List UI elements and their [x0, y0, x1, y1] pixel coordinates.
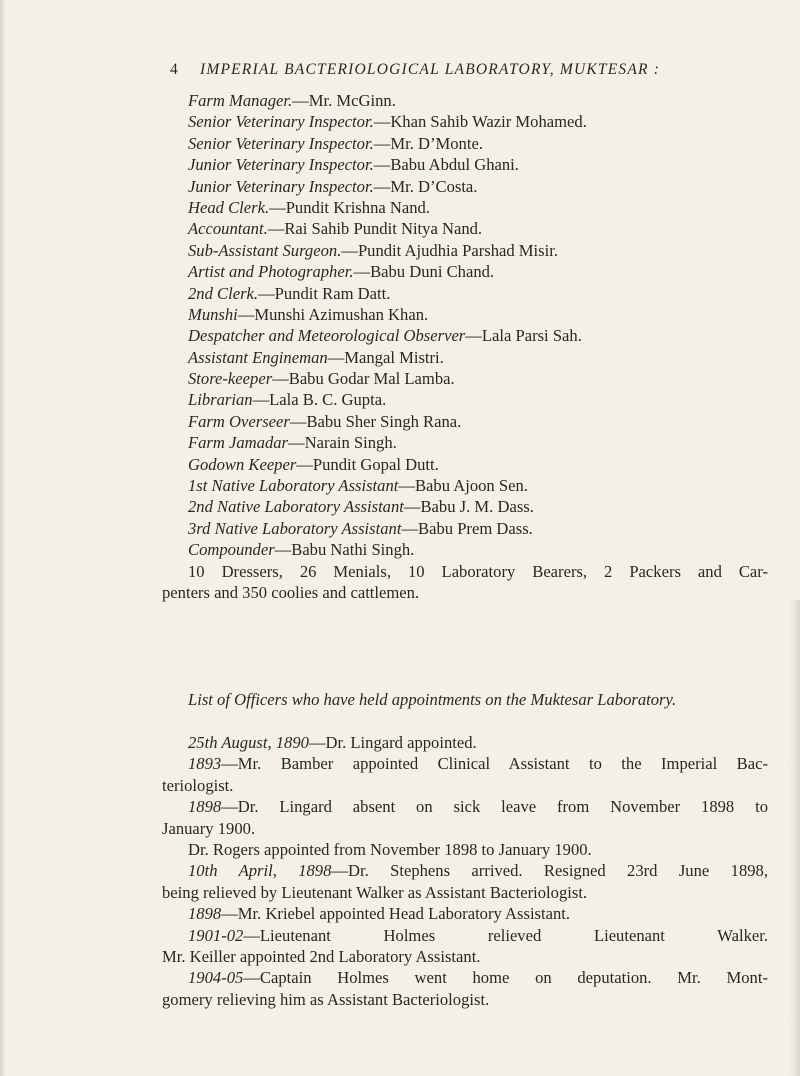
- page-spine-shadow: [0, 0, 6, 1076]
- staff-role: Artist and Photographer.: [188, 262, 354, 282]
- staff-line: [188, 218, 768, 239]
- entry-continuation: teriologist.: [162, 775, 234, 795]
- staff-name: —Babu Prem Dass.: [401, 518, 533, 538]
- appointment-entry: [162, 732, 768, 753]
- staff-role: Junior Veterinary Inspector.: [188, 155, 374, 175]
- staff-line: [188, 454, 768, 475]
- appointment-entry: [162, 796, 768, 839]
- entry-first-line: [162, 903, 768, 924]
- appointment-entry: [162, 903, 768, 924]
- staff-list: [162, 90, 768, 603]
- staff-line: [188, 90, 768, 111]
- entry-text: —Mr. Bamber appointed Clinical Assistant to the Imperial Bac-: [221, 754, 768, 774]
- staff-role: Head Clerk.: [188, 197, 270, 217]
- staff-name: —Mangal Mistri.: [327, 347, 444, 367]
- entry-text: —Dr. Lingard appointed.: [308, 733, 477, 752]
- staff-line: [188, 304, 768, 325]
- staff-name: —Rai Sahib Pundit Nitya Nand.: [267, 219, 483, 239]
- staff-note-line1: 10 Dressers, 26 Menials, 10 Laboratory Bearers, 2 Packers and Car-: [188, 561, 768, 581]
- staff-name: —Lala Parsi Sah.: [465, 326, 582, 346]
- appointment-entry: [162, 753, 768, 796]
- staff-line: [188, 368, 768, 389]
- staff-role: Farm Overseer: [188, 411, 290, 431]
- appointments-list: [162, 732, 768, 1010]
- entry-first-line: [162, 860, 768, 881]
- entry-first-line: [162, 839, 768, 860]
- staff-role: Compounder: [188, 540, 275, 560]
- staff-name: —Pundit Ram Datt.: [258, 283, 391, 303]
- staff-name: —Pundit Ajudhia Parshad Misir.: [341, 240, 558, 260]
- staff-name: —Khan Sahib Wazir Mohamed.: [373, 112, 587, 132]
- entry-date: 1901-02: [188, 925, 244, 945]
- page-number: 4: [170, 61, 179, 78]
- appointment-entry: [162, 925, 768, 968]
- staff-line: [188, 518, 768, 539]
- entry-continuation: being relieved by Lieutenant Walker as Assistant Bacteriologist.: [162, 882, 588, 902]
- staff-name: —Mr. D’Monte.: [373, 133, 483, 153]
- staff-line: [188, 347, 768, 368]
- staff-role: Accountant.: [188, 219, 268, 239]
- staff-role: Munshi: [188, 304, 238, 324]
- entry-first-line: [162, 796, 768, 817]
- entry-first-line: [162, 753, 768, 774]
- staff-role: Store-keeper: [188, 369, 273, 389]
- entry-continuation: January 1900.: [162, 818, 256, 838]
- entry-text: —Dr. Stephens arrived. Resigned 23rd June 1898,: [331, 861, 768, 881]
- entry-date: 1898: [188, 904, 222, 924]
- staff-line: [188, 325, 768, 346]
- staff-role: 2nd Clerk.: [188, 283, 259, 303]
- staff-line: [188, 111, 768, 132]
- page-edge-shadow: [790, 600, 800, 1076]
- staff-role: Sub-Assistant Surgeon.: [188, 240, 342, 260]
- entry-date: 25th August, 1890: [188, 733, 309, 752]
- appointment-entry: [162, 860, 768, 903]
- staff-name: —Munshi Azimushan Khan.: [237, 304, 429, 324]
- entry-first-line: [162, 925, 768, 946]
- entry-continuation: gomery relieving him as Assistant Bacteriologist.: [162, 989, 490, 1009]
- staff-role: Farm Manager.: [188, 91, 293, 110]
- entry-date: 1893: [188, 754, 222, 774]
- appointment-entry: [162, 967, 768, 1010]
- entry-text: —Captain Holmes went home on deputation. Mr. Mont-: [243, 968, 768, 988]
- staff-name: —Babu Sher Singh Rana.: [289, 411, 462, 431]
- staff-line: [188, 432, 768, 453]
- staff-line: [188, 496, 768, 517]
- staff-line: [188, 389, 768, 410]
- staff-role: 1st Native Laboratory Assistant: [188, 476, 399, 496]
- staff-name: —Babu Duni Chand.: [353, 262, 495, 282]
- staff-role: Senior Veterinary Inspector.: [188, 112, 374, 132]
- staff-name: —Pundit Gopal Dutt.: [296, 454, 439, 474]
- entry-continuation: Mr. Keiller appointed 2nd Laboratory Assistant.: [162, 947, 481, 967]
- staff-role: 2nd Native Laboratory Assistant: [188, 497, 404, 517]
- entry-text: —Lieutenant Holmes relieved Lieutenant Walker.: [243, 925, 768, 945]
- entry-date: 1898: [188, 797, 222, 817]
- staff-note-line2: penters and 350 coolies and cattlemen.: [162, 583, 420, 602]
- staff-line: [188, 539, 768, 560]
- staff-line: [188, 176, 768, 197]
- staff-line: [188, 133, 768, 154]
- staff-line: [188, 475, 768, 496]
- staff-role: Godown Keeper: [188, 454, 297, 474]
- staff-name: —Lala B. C. Gupta.: [252, 390, 387, 410]
- staff-name: —Babu Abdul Ghani.: [373, 155, 519, 175]
- entry-first-line: [162, 967, 768, 988]
- appointment-entry: [162, 839, 768, 860]
- staff-role: Farm Jamadar: [188, 433, 289, 453]
- staff-role: Librarian: [188, 390, 253, 410]
- entry-text: —Dr. Lingard absent on sick leave from November 1898 to: [221, 797, 768, 817]
- staff-name: —Mr. McGinn.: [292, 91, 396, 110]
- staff-line: [188, 197, 768, 218]
- staff-role: Despatcher and Meteorological Observer: [188, 326, 466, 346]
- entry-date: 1904-05: [188, 968, 244, 988]
- entry-text: —Mr. Kriebel appointed Head Laboratory Assistant.: [221, 904, 571, 924]
- staff-line: [188, 261, 768, 282]
- staff-line: [188, 411, 768, 432]
- entry-text: Dr. Rogers appointed from November 1898 to January 1900.: [188, 840, 592, 860]
- staff-name: —Narain Singh.: [288, 433, 397, 453]
- staff-role: 3rd Native Laboratory Assistant: [188, 518, 402, 538]
- entry-date: 10th April, 1898: [188, 861, 332, 881]
- staff-role: Assistant Engineman: [188, 347, 328, 367]
- staff-role: Senior Veterinary Inspector.: [188, 133, 374, 153]
- staff-line: [188, 154, 768, 175]
- staff-name: —Pundit Krishna Nand.: [269, 197, 430, 217]
- staff-line: [188, 240, 768, 261]
- running-title: IMPERIAL BACTERIOLOGICAL LABORATORY, MUKTESAR :: [200, 61, 661, 78]
- staff-role: Junior Veterinary Inspector.: [188, 176, 374, 196]
- entry-first-line: [162, 732, 768, 753]
- staff-name: —Babu Ajoon Sen.: [398, 476, 528, 496]
- staff-name: —Mr. D’Costa.: [373, 176, 478, 196]
- list-heading: List of Officers who have held appointments on the Muktesar Laboratory.: [188, 690, 677, 709]
- staff-name: —Babu Nathi Singh.: [274, 540, 415, 560]
- staff-line: [188, 283, 768, 304]
- staff-name: —Babu J. M. Dass.: [403, 497, 534, 517]
- staff-name: —Babu Godar Mal Lamba.: [272, 369, 455, 389]
